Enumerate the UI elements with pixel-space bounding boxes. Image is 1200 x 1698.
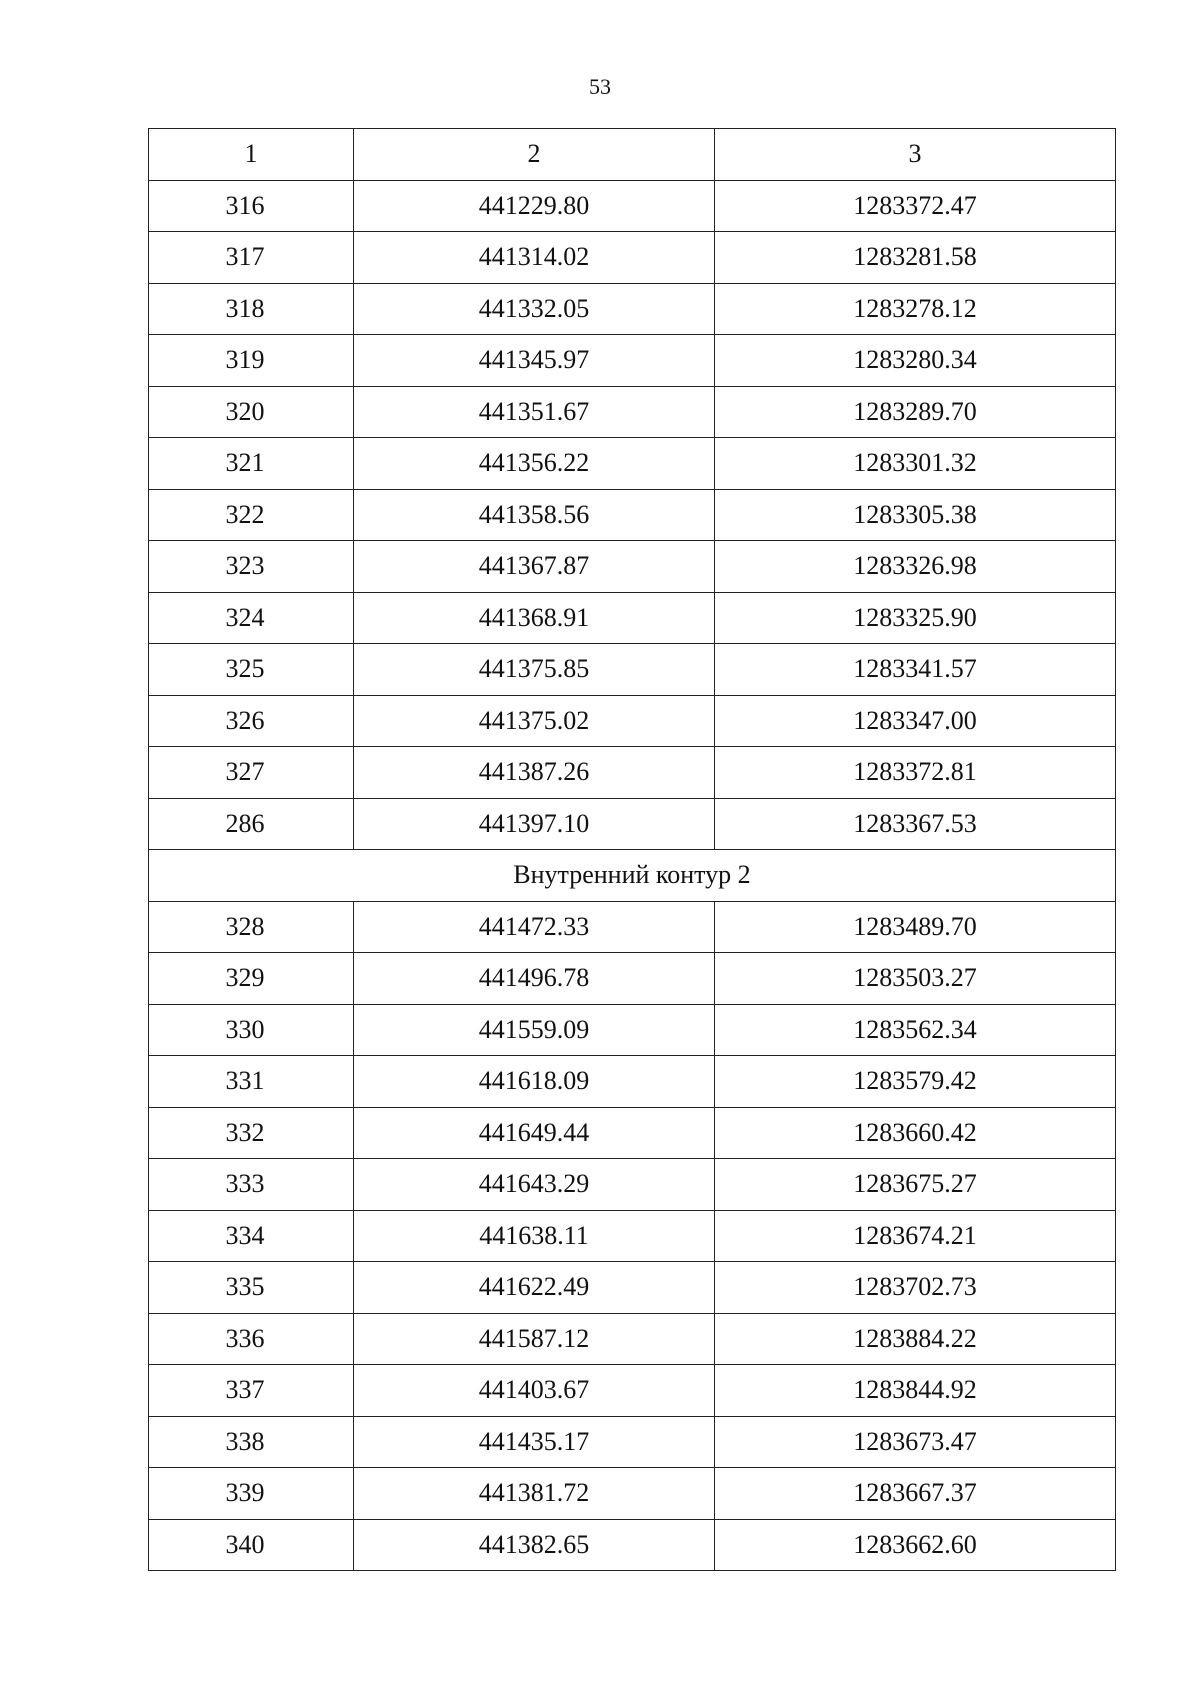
y-coordinate-cell: 1283305.38 (715, 489, 1116, 541)
y-coordinate-cell: 1283884.22 (715, 1313, 1116, 1365)
x-coordinate-cell: 441387.26 (354, 747, 715, 799)
x-coordinate-cell: 441358.56 (354, 489, 715, 541)
point-number-cell: 338 (149, 1416, 354, 1468)
y-coordinate-cell: 1283326.98 (715, 541, 1116, 593)
y-coordinate-cell: 1283844.92 (715, 1365, 1116, 1417)
x-coordinate-cell: 441351.67 (354, 386, 715, 438)
y-coordinate-cell: 1283281.58 (715, 232, 1116, 284)
x-coordinate-cell: 441382.65 (354, 1519, 715, 1571)
point-number-cell: 322 (149, 489, 354, 541)
table-row (149, 1468, 1116, 1520)
x-coordinate-cell: 441622.49 (354, 1262, 715, 1314)
x-coordinate-cell: 441356.22 (354, 438, 715, 490)
y-coordinate-cell: 1283372.81 (715, 747, 1116, 799)
y-coordinate-cell: 1283347.00 (715, 695, 1116, 747)
x-coordinate-cell: 441472.33 (354, 901, 715, 953)
y-coordinate-cell: 1283372.47 (715, 180, 1116, 232)
table-row (149, 1056, 1116, 1108)
x-coordinate-cell: 441397.10 (354, 798, 715, 850)
x-coordinate-cell: 441587.12 (354, 1313, 715, 1365)
column-header-1: 1 (149, 129, 354, 181)
y-coordinate-cell: 1283280.34 (715, 335, 1116, 387)
table-row (149, 798, 1116, 850)
point-number-cell: 319 (149, 335, 354, 387)
x-coordinate-cell: 441435.17 (354, 1416, 715, 1468)
x-coordinate-cell: 441367.87 (354, 541, 715, 593)
table-row (149, 386, 1116, 438)
table-row (149, 232, 1116, 284)
x-coordinate-cell: 441375.02 (354, 695, 715, 747)
point-number-cell: 320 (149, 386, 354, 438)
point-number-cell: 334 (149, 1210, 354, 1262)
table-row (149, 1365, 1116, 1417)
table-row (149, 695, 1116, 747)
column-header-2: 2 (354, 129, 715, 181)
y-coordinate-cell: 1283278.12 (715, 283, 1116, 335)
point-number-cell: 333 (149, 1159, 354, 1211)
table-body (149, 180, 1116, 1571)
point-number-cell: 328 (149, 901, 354, 953)
point-number-cell: 317 (149, 232, 354, 284)
x-coordinate-cell: 441403.67 (354, 1365, 715, 1417)
table-row (149, 335, 1116, 387)
x-coordinate-cell: 441381.72 (354, 1468, 715, 1520)
x-coordinate-cell: 441643.29 (354, 1159, 715, 1211)
y-coordinate-cell: 1283674.21 (715, 1210, 1116, 1262)
point-number-cell: 330 (149, 1004, 354, 1056)
table-row (149, 1262, 1116, 1314)
point-number-cell: 316 (149, 180, 354, 232)
x-coordinate-cell: 441559.09 (354, 1004, 715, 1056)
point-number-cell: 340 (149, 1519, 354, 1571)
x-coordinate-cell: 441649.44 (354, 1107, 715, 1159)
point-number-cell: 331 (149, 1056, 354, 1108)
table-row (149, 1210, 1116, 1262)
page-number: 53 (589, 74, 611, 99)
point-number-cell: 321 (149, 438, 354, 490)
point-number-cell: 339 (149, 1468, 354, 1520)
coordinates-table (148, 128, 1116, 1571)
y-coordinate-cell: 1283367.53 (715, 798, 1116, 850)
table-header-row (149, 129, 1116, 181)
table-row (149, 1159, 1116, 1211)
point-number-cell: 337 (149, 1365, 354, 1417)
x-coordinate-cell: 441332.05 (354, 283, 715, 335)
section-title: Внутренний контур 2 (149, 850, 1116, 902)
x-coordinate-cell: 441368.91 (354, 592, 715, 644)
y-coordinate-cell: 1283667.37 (715, 1468, 1116, 1520)
x-coordinate-cell: 441638.11 (354, 1210, 715, 1262)
point-number-cell: 325 (149, 644, 354, 696)
point-number-cell: 327 (149, 747, 354, 799)
table-row (149, 180, 1116, 232)
y-coordinate-cell: 1283489.70 (715, 901, 1116, 953)
table-row (149, 283, 1116, 335)
point-number-cell: 332 (149, 1107, 354, 1159)
y-coordinate-cell: 1283301.32 (715, 438, 1116, 490)
point-number-cell: 329 (149, 953, 354, 1005)
x-coordinate-cell: 441496.78 (354, 953, 715, 1005)
y-coordinate-cell: 1283579.42 (715, 1056, 1116, 1108)
y-coordinate-cell: 1283325.90 (715, 592, 1116, 644)
point-number-cell: 318 (149, 283, 354, 335)
point-number-cell: 326 (149, 695, 354, 747)
table-row (149, 644, 1116, 696)
y-coordinate-cell: 1283662.60 (715, 1519, 1116, 1571)
y-coordinate-cell: 1283289.70 (715, 386, 1116, 438)
table-row (149, 901, 1116, 953)
point-number-cell: 323 (149, 541, 354, 593)
table-row (149, 438, 1116, 490)
y-coordinate-cell: 1283675.27 (715, 1159, 1116, 1211)
x-coordinate-cell: 441375.85 (354, 644, 715, 696)
table-row (149, 1313, 1116, 1365)
y-coordinate-cell: 1283562.34 (715, 1004, 1116, 1056)
x-coordinate-cell: 441618.09 (354, 1056, 715, 1108)
x-coordinate-cell: 441229.80 (354, 180, 715, 232)
table-row (149, 1519, 1116, 1571)
table-row (149, 1107, 1116, 1159)
table-row (149, 592, 1116, 644)
y-coordinate-cell: 1283673.47 (715, 1416, 1116, 1468)
column-header-3: 3 (715, 129, 1116, 181)
x-coordinate-cell: 441345.97 (354, 335, 715, 387)
y-coordinate-cell: 1283503.27 (715, 953, 1116, 1005)
table-row (149, 489, 1116, 541)
table-row (149, 1416, 1116, 1468)
section-row (149, 850, 1116, 902)
point-number-cell: 335 (149, 1262, 354, 1314)
table-row (149, 747, 1116, 799)
y-coordinate-cell: 1283702.73 (715, 1262, 1116, 1314)
y-coordinate-cell: 1283660.42 (715, 1107, 1116, 1159)
point-number-cell: 324 (149, 592, 354, 644)
x-coordinate-cell: 441314.02 (354, 232, 715, 284)
point-number-cell: 286 (149, 798, 354, 850)
table-row (149, 1004, 1116, 1056)
y-coordinate-cell: 1283341.57 (715, 644, 1116, 696)
table-row (149, 541, 1116, 593)
point-number-cell: 336 (149, 1313, 354, 1365)
table-row (149, 953, 1116, 1005)
